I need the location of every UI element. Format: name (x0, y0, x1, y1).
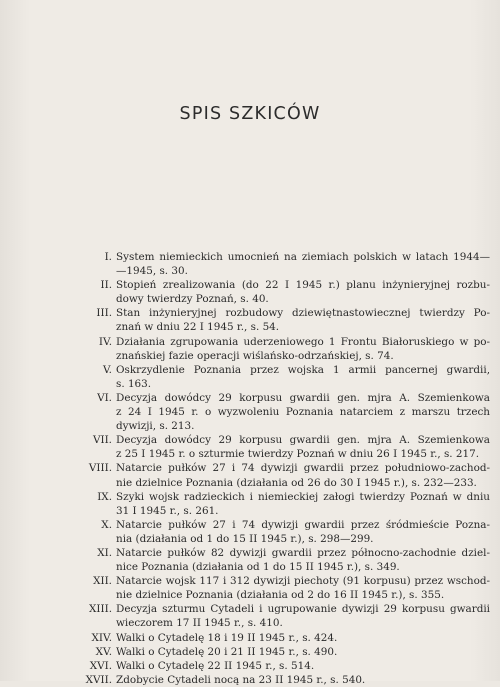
figure-caption (116, 645, 490, 659)
figure-number: XIII. (88, 603, 112, 616)
figure-number: VIII. (88, 462, 112, 475)
figure-list-item (0, 391, 500, 433)
caption-line: Natarcie pułków 27 i 74 dywizji gwardii przez śródmieście Pozna- (116, 518, 490, 531)
caption-line: Walki o Cytadelę 20 i 21 II 1945 r., s. 490. (116, 645, 338, 658)
figure-caption (116, 363, 490, 391)
caption-line: Decyzja dowódcy 29 korpusu gwardii gen. mjra A. Szemienkowa (116, 434, 490, 447)
figure-number: XVI. (89, 659, 112, 672)
figure-list-item (0, 363, 500, 391)
figure-caption (116, 574, 490, 602)
figure-number: XVII. (85, 673, 112, 686)
figure-list-item (0, 306, 500, 334)
caption-line: Walki o Cytadelę 18 i 19 II 1945 r., s. 424. (116, 631, 338, 644)
caption-line: z 24 I 1945 r. o wyzwoleniu Poznania natarciem z marszu trzech (116, 406, 490, 419)
caption-line: nia (działania od 1 do 15 II 1945 r.), s. 298—299. (116, 532, 374, 545)
caption-line: Decyzja szturmu Cytadeli i ugrupowanie dywizji 29 korpusu gwardii (116, 603, 490, 616)
figure-number: XV. (95, 645, 112, 658)
caption-line: Stan inżynieryjnej rozbudowy dziewiętnastowiecznej twierdzy Po- (116, 307, 490, 320)
figure-caption (116, 546, 490, 574)
caption-line: znań w dniu 22 I 1945 r., s. 54. (116, 321, 280, 334)
caption-line: —1945, s. 30. (116, 265, 188, 278)
figure-caption (116, 433, 490, 461)
figure-caption (116, 306, 490, 334)
figure-list-item (0, 518, 500, 546)
figure-caption (116, 278, 490, 306)
caption-line: Szyki wojsk radzieckich i niemieckiej załogi twierdzy Poznań w dniu (116, 490, 490, 503)
figure-caption (116, 518, 490, 546)
caption-line: System niemieckich umocnień na ziemiach polskich w latach 1944— (116, 251, 490, 263)
figure-number: IV. (98, 335, 112, 348)
caption-line: Oskrzydlenie Poznania przez wojska 1 armii pancernej gwardii, (116, 363, 490, 376)
caption-line: dowy twierdzy Poznań, s. 40. (116, 293, 269, 306)
figure-number: III. (96, 307, 112, 320)
figure-number: XIV. (91, 631, 112, 644)
figure-list-item (0, 574, 500, 602)
figure-list-item (0, 631, 500, 645)
figure-caption (116, 673, 490, 687)
figure-number: IX. (97, 490, 112, 503)
caption-line: nie dzielnice Poznania (działania od 2 do 16 II 1945 r.), s. 355. (116, 589, 445, 602)
figure-caption (116, 631, 490, 645)
figure-number: I. (104, 251, 112, 263)
caption-line: s. 163. (116, 377, 152, 390)
caption-line: Działania zgrupowania uderzeniowego 1 Frontu Białoruskiego w po- (116, 335, 490, 348)
caption-line: Zdobycie Cytadeli nocą na 23 II 1945 r., s. 540. (116, 673, 366, 686)
figure-list-item (0, 278, 500, 306)
caption-line: znańskiej fazie operacji wiślańsko-odrzańskiej, s. 74. (116, 349, 394, 362)
figure-list-item (0, 250, 500, 278)
figure-number: V. (103, 363, 112, 376)
figure-list-item (0, 335, 500, 363)
caption-line: Natarcie pułków 82 dywizji gwardii przez północno-zachodnie dziel- (116, 546, 490, 559)
figure-number: XII. (93, 575, 112, 588)
caption-line: 31 I 1945 r., s. 261. (116, 504, 219, 517)
figure-caption (116, 490, 490, 518)
figure-number: VI. (97, 391, 112, 404)
figure-number: II. (100, 279, 112, 292)
figure-number: X. (101, 518, 112, 531)
caption-line: wieczorem 17 II 1945 r., s. 410. (116, 617, 283, 630)
caption-line: Natarcie pułków 27 i 74 dywizji gwardii przez południowo-zachod- (116, 462, 490, 475)
figure-caption (116, 602, 490, 630)
figure-list-item (0, 490, 500, 518)
page-title: SPIS SZKICÓW (179, 104, 321, 124)
caption-line: Walki o Cytadelę 22 II 1945 r., s. 514. (116, 659, 315, 672)
caption-line: Natarcie wojsk 117 i 312 dywizji piechoty (91 korpusu) przez wschod- (116, 575, 490, 588)
figure-list-item (0, 546, 500, 574)
caption-line: nie dzielnice Poznania (działania od 26 do 30 I 1945 r.), s. 232—233. (116, 476, 477, 489)
figure-number: VII. (92, 434, 112, 447)
figure-caption (116, 335, 490, 363)
figure-caption (116, 391, 490, 433)
figure-list (0, 250, 500, 687)
figure-list-item (0, 645, 500, 659)
figure-caption (116, 461, 490, 489)
caption-line: Decyzja dowódcy 29 korpusu gwardii gen. mjra A. Szemienkowa (116, 391, 490, 404)
caption-line: z 25 I 1945 r. o szturmie twierdzy Poznań w dniu 26 I 1945 r., s. 217. (116, 448, 480, 461)
caption-line: nice Poznania (działania od 1 do 15 II 1945 r.), s. 349. (116, 561, 400, 574)
figure-list-item (0, 433, 500, 461)
figure-list-item (0, 602, 500, 630)
caption-line: Stopień zrealizowania (do 22 I 1945 r.) planu inżynieryjnej rozbu- (116, 279, 490, 292)
figure-list-item (0, 461, 500, 489)
figure-caption (116, 250, 490, 278)
figure-list-item (0, 673, 500, 687)
caption-line: dywizji, s. 213. (116, 420, 195, 433)
figure-list-item (0, 659, 500, 673)
figure-number: XI. (97, 546, 112, 559)
figure-caption (116, 659, 490, 673)
